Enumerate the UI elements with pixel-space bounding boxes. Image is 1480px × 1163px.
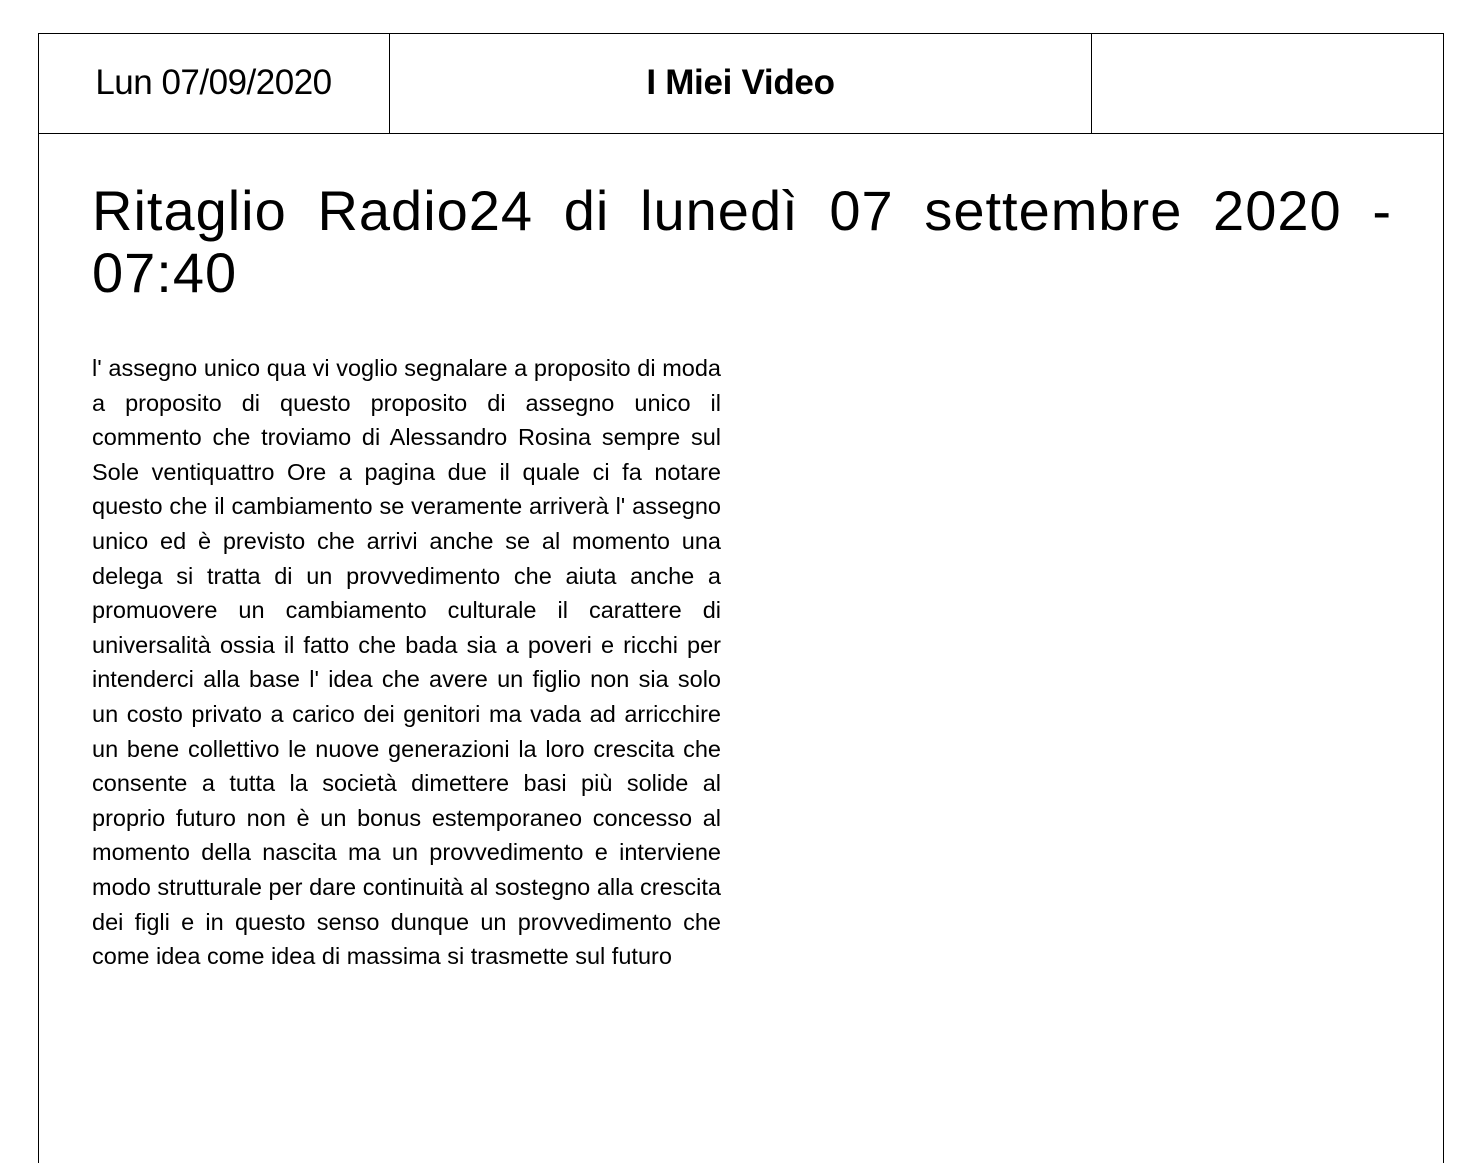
- header-title: I Miei Video: [390, 33, 1092, 133]
- article-body: l' assegno unico qua vi voglio segnalare a proposito di moda a proposito di questo proposito di assegno unico il commento che troviamo di Alessandro Rosina sempre sul Sole ventiquattro Ore a pagina due il quale ci fa notare questo che il cambiamento se veramente arriverà l' assegno unico ed è previsto che arrivi anche se al momento una delega si tratta di un provvedimento che aiuta anche a promuovere un cambiamento culturale il carattere di universalità ossia il fatto che bada sia a poveri e ricchi per intenderci alla base l' idea che avere un figlio non sia solo un costo privato a carico dei genitori ma vada ad arricchire un bene collettivo le nuove generazioni la loro crescita che consente a tutta la società dimettere basi più solide al proprio futuro non è un bonus estemporaneo concesso al momento della nascita ma un provvedimento e interviene modo strutturale per dare continuità al sostegno alla crescita dei figli e in questo senso dunque un provvedimento che come idea come idea di massima si trasmette sul futuro: [92, 355, 721, 970]
- header-date: Lun 07/09/2020: [38, 33, 390, 133]
- header-table: [38, 33, 1444, 134]
- header-empty-cell: [1092, 33, 1444, 133]
- article-headline: Ritaglio Radio24 di lunedì 07 settembre 2020 - 07:40: [92, 179, 1392, 304]
